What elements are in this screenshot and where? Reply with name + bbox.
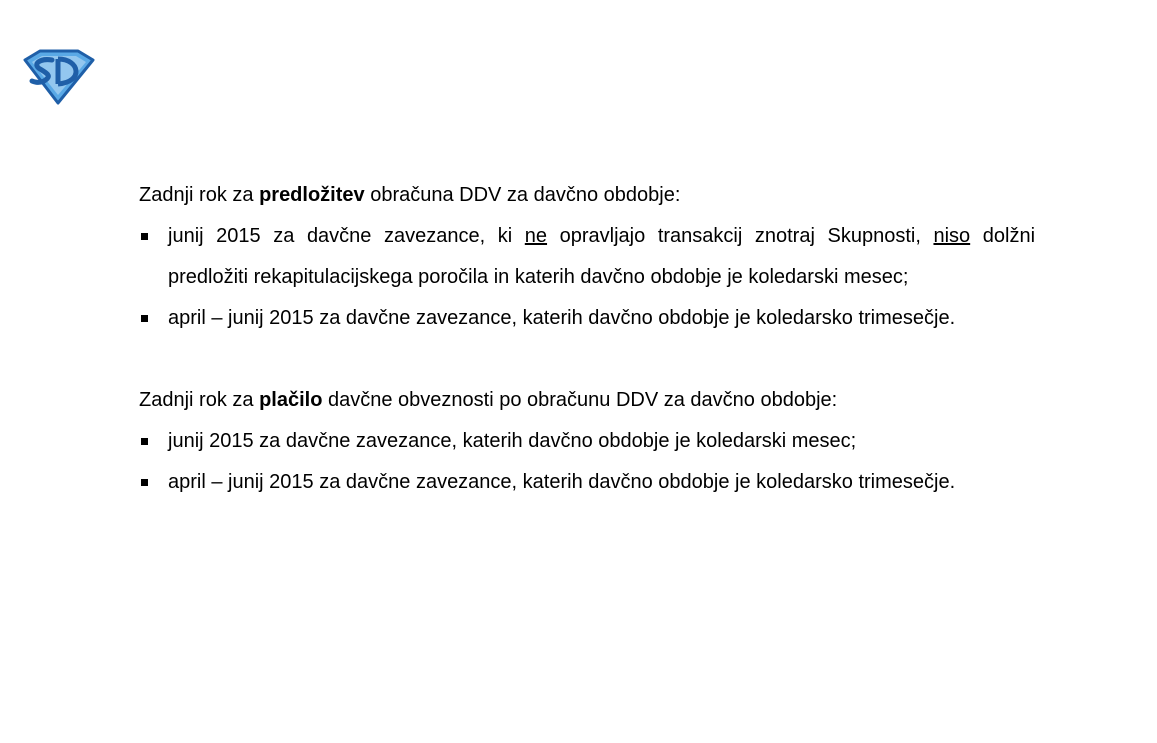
list-item: april – junij 2015 za davčne zavezance, katerih davčno obdobje je koledarsko trimesečje.	[139, 462, 1035, 503]
shield-logo-icon	[22, 48, 96, 106]
underlined-niso: niso	[933, 225, 971, 247]
section1-heading: Zadnji rok za predložitev obračuna DDV za davčno obdobje:	[139, 184, 681, 206]
underlined-ne: ne	[524, 225, 548, 247]
list-item: april – junij 2015 za davčne zavezance, katerih davčno obdobje je koledarsko trimesečje.	[139, 298, 1035, 339]
sd-logo	[22, 48, 96, 106]
square-bullet-icon	[141, 479, 148, 486]
section1-list	[139, 216, 1035, 339]
list-item: junij 2015 za davčne zavezance, ki ne opravljajo transakcij znotraj Skupnosti, niso dolžni predložiti rekapitulacijskega poročila in katerih davčno obdobje je koledarski mesec;	[139, 216, 1035, 298]
square-bullet-icon	[141, 233, 148, 240]
section2-bold: plačilo	[259, 389, 323, 411]
square-bullet-icon	[141, 315, 148, 322]
section1-bold: predložitev	[259, 184, 365, 206]
list-item: junij 2015 za davčne zavezance, katerih davčno obdobje je koledarski mesec;	[139, 421, 1035, 462]
section2-list	[139, 421, 1035, 503]
square-bullet-icon	[141, 438, 148, 445]
section-spacer	[139, 339, 1035, 380]
section2-heading: Zadnji rok za plačilo davčne obveznosti po obračunu DDV za davčno obdobje:	[139, 389, 838, 411]
document-body	[139, 175, 1035, 503]
